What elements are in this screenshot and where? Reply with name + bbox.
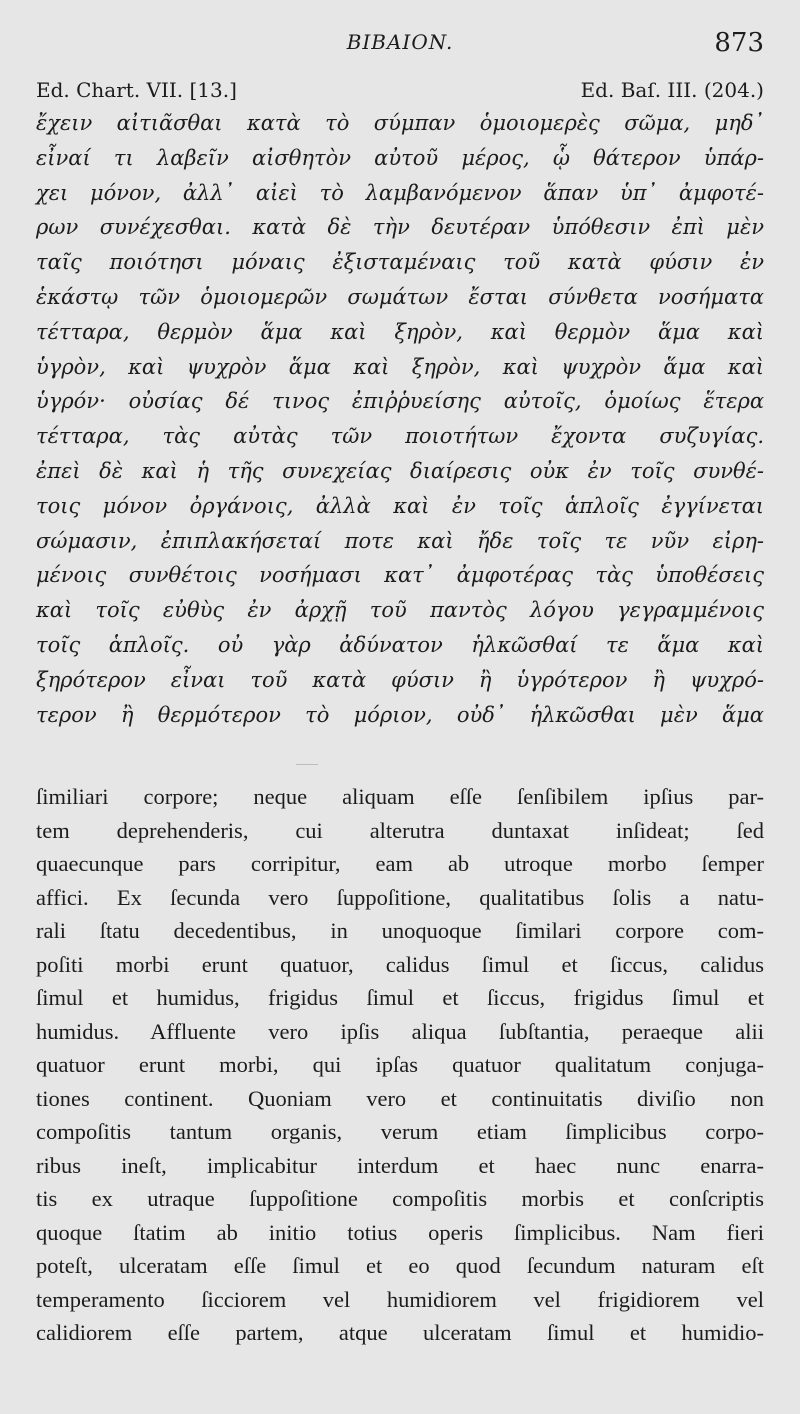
greek-line: τοις μόνον ὀργάνοις, ἀλλὰ καὶ ἐν τοῖς ἁπλοῖς ἐγγίνεται	[36, 493, 764, 518]
latin-line: ribus ineſt, implicabitur interdum et haec nunc enarra-	[36, 1152, 764, 1178]
latin-line: rali ſtatu decedentibus, in unoquoque ſimilari corpore com-	[36, 918, 764, 943]
latin-line: ſimiliari corpore; neque aliquam eſſe ſenſibilem ipſius par-	[36, 784, 764, 809]
greek-line: ἐπεὶ δὲ καὶ ἡ τῆς συνεχείας διαίρεσις οὐκ ἐν τοῖς συνθέ-	[36, 458, 764, 483]
greek-line: ἔχειν αἰτιᾶσθαι κατὰ τὸ σύμπαν ὁμοιομερὲς σῶμα, μηδ᾽	[36, 111, 764, 135]
latin-text-block	[36, 780, 764, 1350]
latin-line: poſiti morbi erunt quatuor, calidus ſimul et ſiccus, calidus	[36, 951, 764, 977]
edition-reference-left: Ed. Chart. VII. [13.]	[36, 78, 237, 102]
latin-line: temperamento ſicciorem vel humidiorem vel frigidiorem vel	[36, 1286, 764, 1312]
greek-line: σώμασιν, ἐπιπλακήσεταί ποτε καὶ ἤδε τοῖς τε νῦν εἰρη-	[36, 528, 764, 553]
greek-line: τέτταρα, θερμὸν ἅμα καὶ ξηρὸν, καὶ θερμὸν ἅμα καὶ	[36, 319, 764, 344]
greek-line: εἶναί τι λαβεῖν αἰσθητὸν αὐτοῦ μέρος, ᾧ θάτερον ὑπάρ-	[36, 145, 764, 170]
latin-line: tiones continent. Quoniam vero et continuitatis diviſio non	[36, 1085, 764, 1111]
latin-line: quaecunque pars corripitur, eam ab utroque morbo ſemper	[36, 851, 764, 876]
greek-line: τέτταρα, τὰς αὐτὰς τῶν ποιοτήτων ἔχοντα συζυγίας.	[36, 424, 764, 449]
latin-line: tem deprehenderis, cui alterutra duntaxat inſideat; ſed	[36, 817, 764, 843]
page-number: 873	[714, 28, 764, 58]
greek-line: τερον ἢ θερμότερον τὸ μόριον, οὐδ᾽ ἡλκῶσθαι μὲν ἅμα	[36, 702, 764, 727]
greek-line: ὑγρὸν, καὶ ψυχρὸν ἅμα καὶ ξηρὸν, καὶ ψυχρὸν ἅμα καὶ	[36, 354, 764, 379]
greek-line: ἑκάστῳ τῶν ὁμοιομερῶν σωμάτων ἔσται σύνθετα νοσήματα	[36, 284, 764, 309]
latin-line: ſimul et humidus, frigidus ſimul et ſiccus, frigidus ſimul et	[36, 985, 764, 1010]
latin-line: quoque ſtatim ab initio totius operis ſimplicibus. Nam fieri	[36, 1219, 764, 1245]
greek-line: ξηρότερον εἶναι τοῦ κατὰ φύσιν ἢ ὑγρότερον ἢ ψυχρό-	[36, 667, 764, 692]
section-divider	[296, 764, 318, 765]
latin-line: tis ex utraque ſuppoſitione compoſitis morbis et conſcriptis	[36, 1186, 764, 1211]
greek-line: χει μόνον, ἀλλ᾽ αἰεὶ τὸ λαμβανόμενον ἅπαν ὑπ᾽ ἀμφοτέ-	[36, 180, 764, 205]
edition-reference-right: Ed. Baſ. III. (204.)	[580, 78, 764, 102]
latin-line: humidus. Affluente vero ipſis aliqua ſubſtantia, peraeque alii	[36, 1018, 764, 1044]
latin-line: poteſt, ulceratam eſſe ſimul et eo quod ſecundum naturam eſt	[36, 1253, 764, 1278]
latin-line: affici. Ex ſecunda vero ſuppoſitione, qualitatibus ſolis a natu-	[36, 884, 764, 910]
greek-line: τοῖς ἁπλοῖς. οὐ γὰρ ἀδύνατον ἡλκῶσθαί τε ἅμα καὶ	[36, 632, 764, 657]
greek-line: ταῖς ποιότησι μόναις ἐξισταμέναις τοῦ κατὰ φύσιν ἐν	[36, 250, 764, 275]
latin-line: quatuor erunt morbi, qui ipſas quatuor qualitatum conjuga-	[36, 1052, 764, 1077]
greek-line: καὶ τοῖς εὐθὺς ἐν ἀρχῇ τοῦ παντὸς λόγου γεγραμμένοις	[36, 598, 764, 623]
latin-line: calidiorem eſſe partem, atque ulceratam ſimul et humidio-	[36, 1320, 764, 1345]
greek-line: ρων συνέχεσθαι. κατὰ δὲ τὴν δευτέραν ὑπόθεσιν ἐπὶ μὲν	[36, 215, 764, 240]
latin-line: compoſitis tantum organis, verum etiam ſimplicibus corpo-	[36, 1119, 764, 1144]
greek-line: ὑγρόν· οὐσίας δέ τινος ἐπιῤῥυείσης αὐτοῖς, ὁμοίως ἕτερα	[36, 389, 764, 414]
greek-text-block	[36, 106, 764, 732]
greek-line: μένοις συνθέτοις νοσήμασι κατ᾽ ἀμφοτέρας τὰς ὑποθέσεις	[36, 563, 764, 588]
running-title: BIBAION.	[346, 30, 454, 54]
